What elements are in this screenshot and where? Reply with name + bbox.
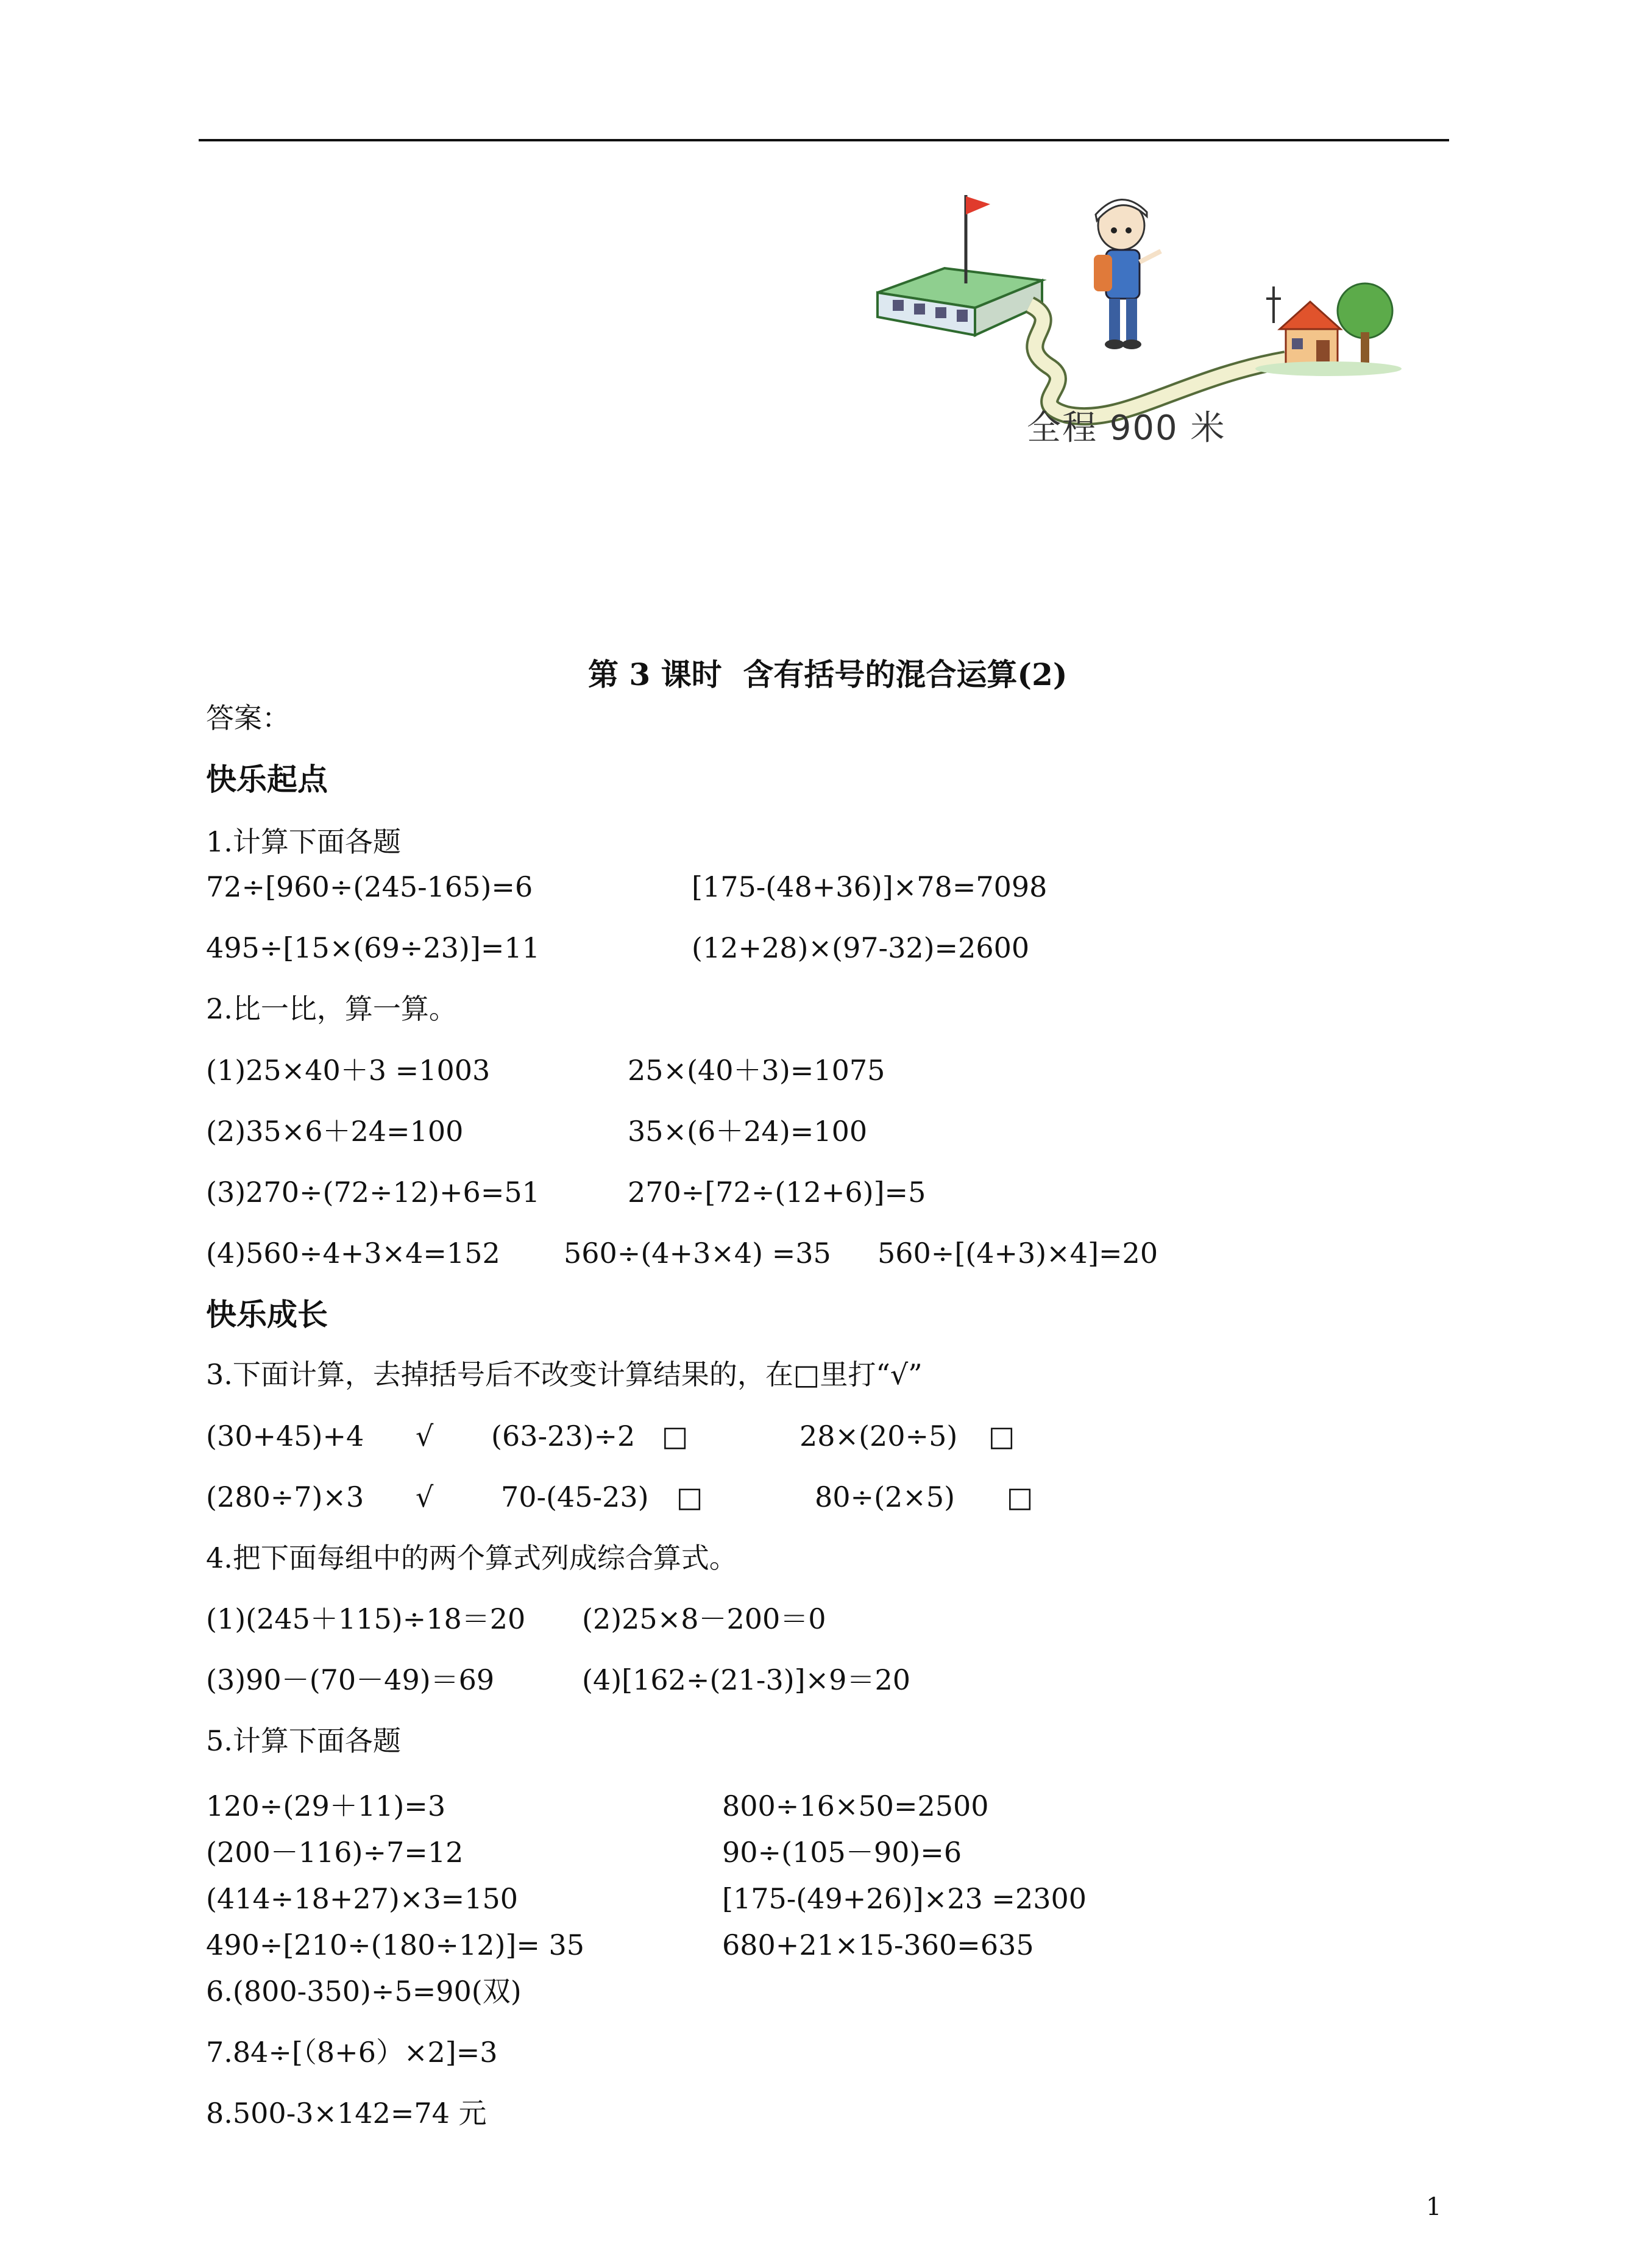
q3-expression: (63-23)÷2 bbox=[491, 1420, 636, 1452]
illustration-caption: 全程 900 米 bbox=[1027, 408, 1226, 448]
q3-expression: 80÷(2×5) bbox=[815, 1481, 956, 1513]
q3-expression: (280÷7)×3 bbox=[206, 1481, 364, 1513]
question-7-answer: 7.84÷[（8+6）×2]=3 bbox=[206, 2036, 498, 2069]
q3-checkbox: □ bbox=[676, 1481, 703, 1513]
q3-expression: 28×(20÷5) bbox=[800, 1420, 958, 1452]
question-8-answer: 8.500-3×142=74 元 bbox=[206, 2097, 487, 2130]
q5-item: 800÷16×50=2500 bbox=[722, 1790, 989, 1822]
question-2-heading: 2.比一比，算一算。 bbox=[206, 992, 457, 1025]
question-6-answer: 6.(800-350)÷5=90(双) bbox=[206, 1975, 522, 2008]
q1-item: 72÷[960÷(245-165)=6 bbox=[206, 870, 533, 903]
question-3-heading: 3.下面计算，去掉括号后不改变计算结果的，在□里打“√” bbox=[206, 1358, 923, 1391]
q5-item: 120÷(29＋11)=3 bbox=[206, 1790, 446, 1822]
q5-item: 680+21×15-360=635 bbox=[722, 1929, 1034, 1961]
q4-item: (1)(245＋115)÷18＝20 bbox=[206, 1602, 526, 1635]
q5-item: 490÷[210÷(180÷12)]= 35 bbox=[206, 1929, 585, 1961]
q4-item: (4)[162÷(21-3)]×9＝20 bbox=[582, 1663, 910, 1696]
q3-checkbox: □ bbox=[1007, 1481, 1034, 1513]
page-number: 1 bbox=[1426, 2193, 1442, 2221]
q2-item: 560÷[(4+3)×4]=20 bbox=[878, 1237, 1158, 1270]
q1-item: [175-(48+36)]×78=7098 bbox=[692, 870, 1048, 903]
q3-checkmark: √ bbox=[416, 1481, 434, 1513]
q2-item: (3)270÷(72÷12)+6=51 bbox=[206, 1176, 540, 1209]
q5-item: 90÷(105－90)=6 bbox=[722, 1836, 962, 1869]
page-title: 第 3 课时 含有括号的混合运算(2) bbox=[588, 656, 1068, 692]
question-5-heading: 5.计算下面各题 bbox=[206, 1724, 401, 1757]
question-1-heading: 1.计算下面各题 bbox=[206, 825, 401, 858]
q2-item: 560÷(4+3×4) =35 bbox=[564, 1237, 831, 1270]
q3-checkmark: √ bbox=[416, 1420, 434, 1452]
q5-item: [175-(49+26)]×23 =2300 bbox=[722, 1882, 1087, 1915]
question-4-heading: 4.把下面每组中的两个算式列成综合算式。 bbox=[206, 1541, 737, 1574]
header-rule bbox=[199, 139, 1449, 141]
q2-item: (2)35×6＋24=100 bbox=[206, 1115, 464, 1148]
child-walking-icon bbox=[1094, 199, 1161, 349]
section-heading-2: 快乐成长 bbox=[206, 1296, 328, 1332]
section-heading-1: 快乐起点 bbox=[206, 761, 328, 797]
q1-item: 495÷[15×(69÷23)]=11 bbox=[206, 931, 540, 964]
q2-item: (4)560÷4+3×4=152 bbox=[206, 1237, 500, 1270]
q1-item: (12+28)×(97-32)=2600 bbox=[692, 931, 1030, 964]
answer-label: 答案： bbox=[206, 702, 290, 734]
q2-item: 35×(6＋24)=100 bbox=[628, 1115, 868, 1148]
q3-checkbox: □ bbox=[662, 1420, 689, 1452]
q2-item: 270÷[72÷(12+6)]=5 bbox=[628, 1176, 926, 1209]
q3-expression: 70-(45-23) bbox=[501, 1481, 649, 1513]
q3-checkbox: □ bbox=[988, 1420, 1015, 1452]
q5-item: (200－116)÷7=12 bbox=[206, 1836, 464, 1869]
q3-expression: (30+45)+4 bbox=[206, 1420, 364, 1452]
q4-item: (3)90－(70－49)＝69 bbox=[206, 1663, 495, 1696]
q2-item: 25×(40＋3)=1075 bbox=[628, 1054, 885, 1087]
q5-item: (414÷18+27)×3=150 bbox=[206, 1882, 518, 1915]
school-icon bbox=[878, 195, 1042, 335]
q4-item: (2)25×8－200＝0 bbox=[582, 1602, 826, 1635]
q2-item: (1)25×40＋3 =1003 bbox=[206, 1054, 491, 1087]
